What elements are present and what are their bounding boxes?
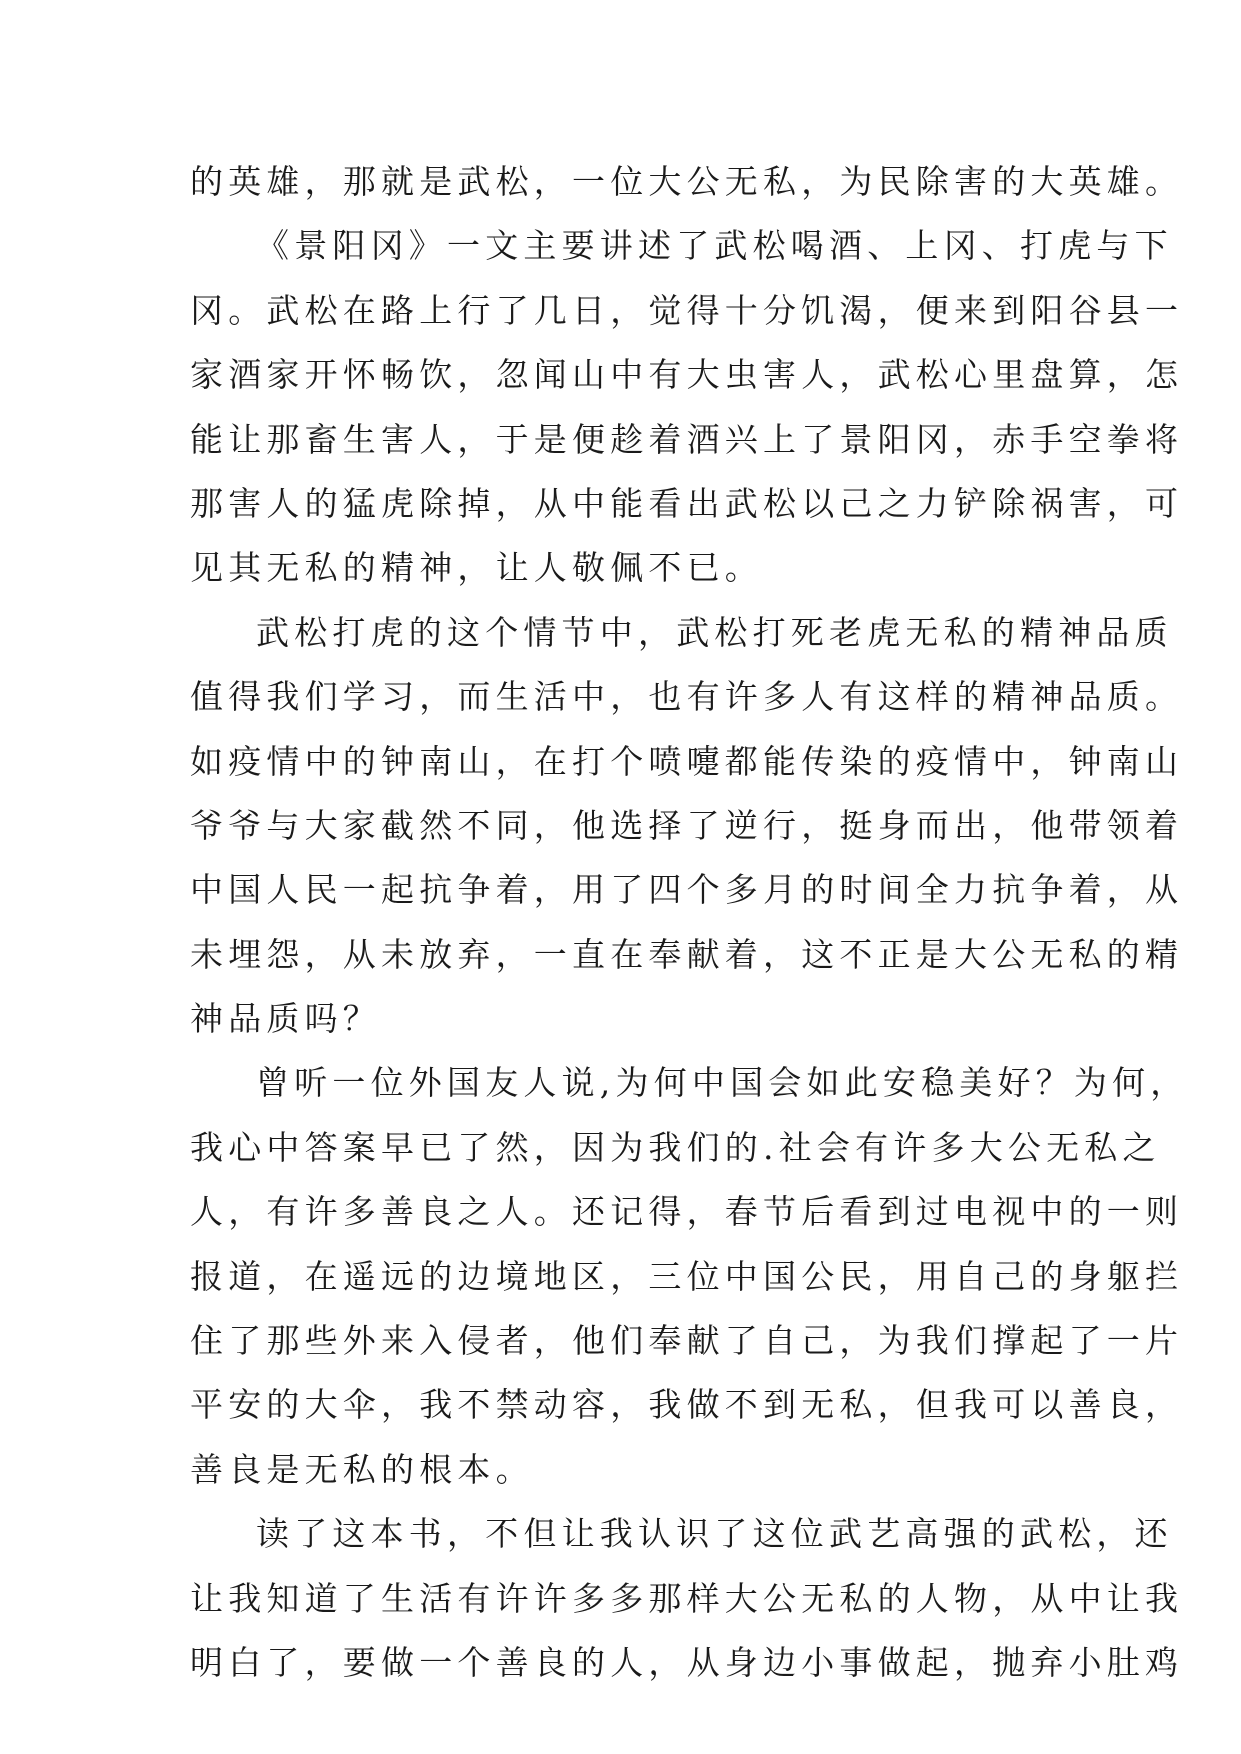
paragraph-first-line: 读了这本书，不但让我认识了这位武艺高强的武松，还	[256, 1514, 1173, 1554]
paragraph-first-line: 曾听一位外国友人说,为何中国会如此安稳美好？为何，	[256, 1063, 1189, 1103]
text-line: 如疫情中的钟南山，在打个喷嚏都能传染的疫情中，钟南山	[190, 741, 1184, 781]
text-line: 的英雄，那就是武松，一位大公无私，为民除害的大英雄。	[190, 162, 1184, 201]
text-line: 住了那些外来入侵者，他们奉献了自己，为我们撑起了一片	[190, 1321, 1184, 1361]
paragraph-first-line: 武松打虎的这个情节中，武松打死老虎无私的精神品质	[256, 612, 1173, 652]
text-line: 让我知道了生活有许许多多那样大公无私的人物，从中让我	[190, 1578, 1184, 1618]
body-text	[190, 150, 1189, 1695]
text-line: 明白了，要做一个善良的人，从身边小事做起，抛弃小肚鸡	[190, 1642, 1184, 1682]
text-line: 平安的大伞，我不禁动容，我做不到无私，但我可以善良，	[190, 1385, 1184, 1425]
text-line: 值得我们学习，而生活中，也有许多人有这样的精神品质。	[190, 677, 1184, 717]
paragraph-first-line: 《景阳冈》一文主要讲述了武松喝酒、上冈、打虎与下	[256, 226, 1173, 266]
text-line: 神品质吗？	[190, 999, 381, 1039]
text-line: 冈。武松在路上行了几日，觉得十分饥渴，便来到阳谷县一	[190, 290, 1184, 330]
text-line: 我心中答案早已了然，因为我们的.社会有许多大公无私之	[190, 1127, 1161, 1167]
text-line: 未埋怨，从未放弃，一直在奉献着，这不正是大公无私的精	[190, 934, 1184, 974]
text-line: 人，有许多善良之人。还记得，春节后看到过电视中的一则	[190, 1192, 1184, 1232]
text-line: 善良是无私的根本。	[190, 1449, 534, 1489]
text-line: 报道，在遥远的边境地区，三位中国公民，用自己的身躯拦	[190, 1256, 1184, 1296]
text-line: 家酒家开怀畅饮，忽闻山中有大虫害人，武松心里盘算，怎	[190, 355, 1184, 395]
text-line: 见其无私的精神，让人敬佩不已。	[190, 548, 763, 588]
text-line: 那害人的猛虎除掉，从中能看出武松以己之力铲除祸害，可	[190, 483, 1184, 523]
text-line: 爷爷与大家截然不同，他选择了逆行，挺身而出，他带领着	[190, 805, 1184, 845]
text-line: 中国人民一起抗争着，用了四个多月的时间全力抗争着，从	[190, 870, 1184, 910]
text-line: 能让那畜生害人，于是便趁着酒兴上了景阳冈，赤手空拳将	[190, 419, 1184, 459]
